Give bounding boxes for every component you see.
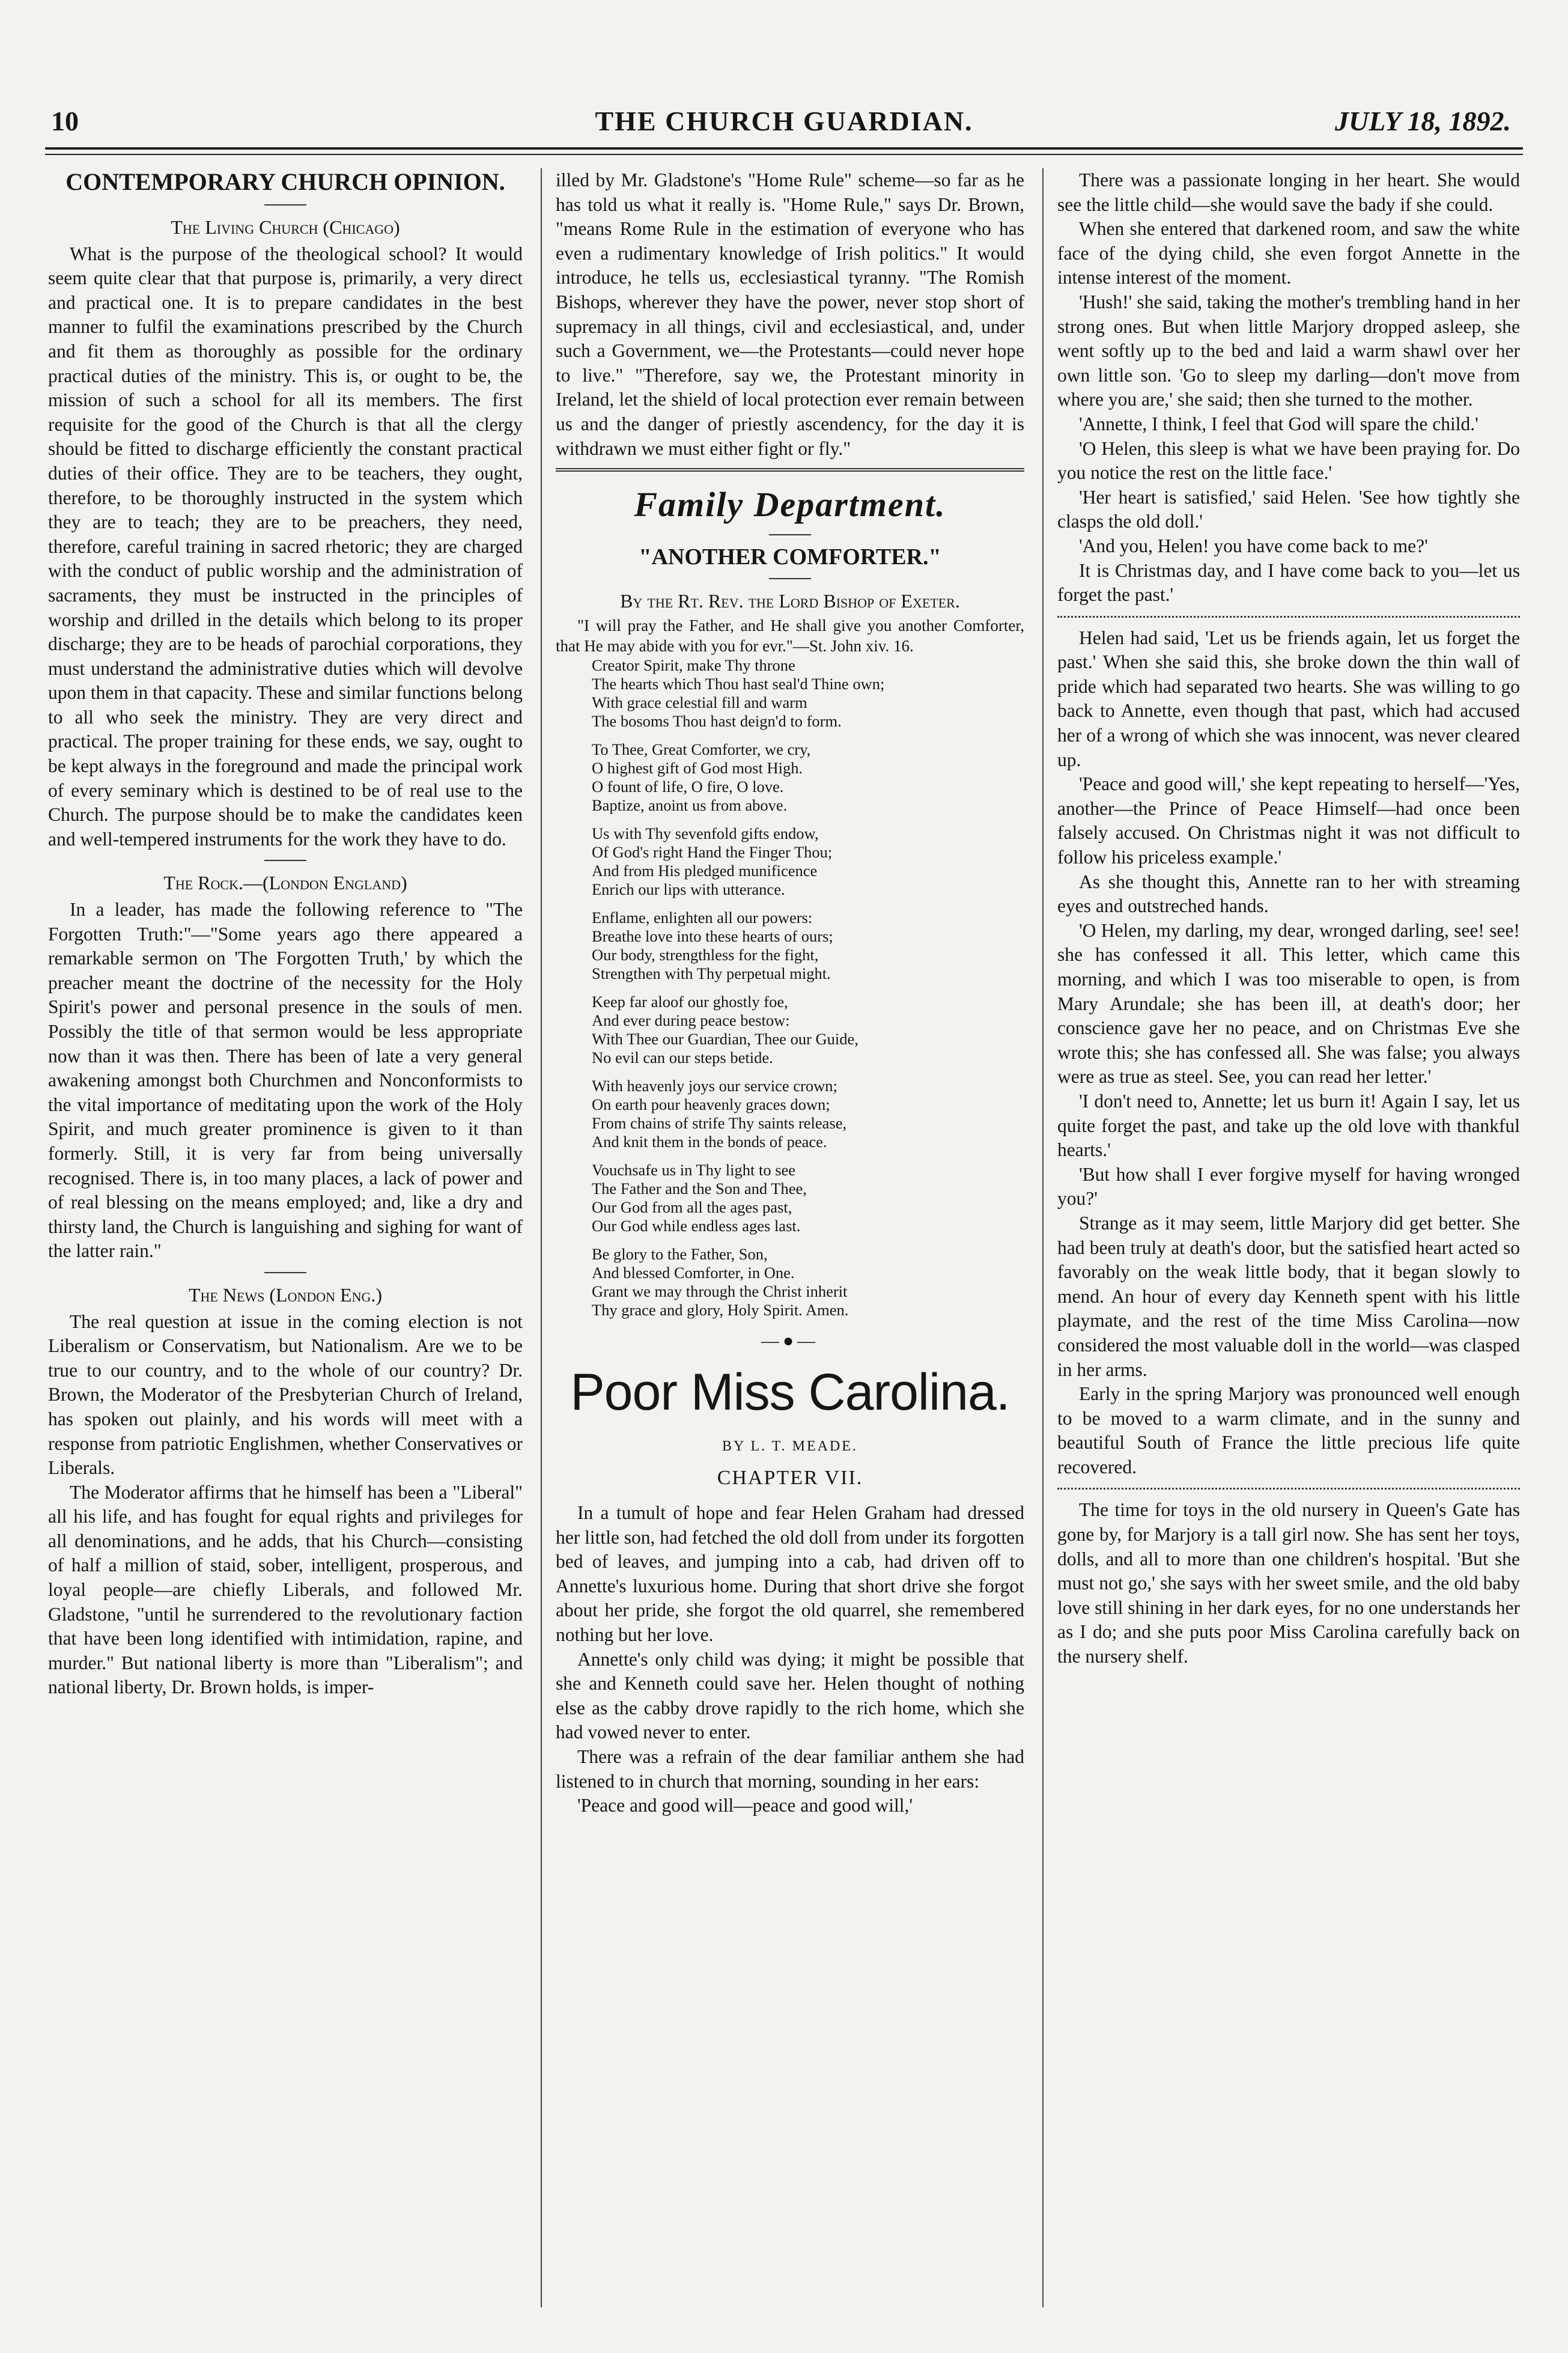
hymn-stanza <box>592 1245 1024 1320</box>
story-paragraph: It is Christmas day, and I have come back to you—let us forget the past.' <box>1057 559 1520 606</box>
newspaper-title: THE CHURCH GUARDIAN. <box>595 106 973 136</box>
hymn-line: And blessed Comforter, in One. <box>592 1264 795 1282</box>
story-paragraph: 'Annette, I think, I feel that God will spare the child.' <box>1079 413 1478 434</box>
hymn-line: With Thee our Guardian, Thee our Guide, <box>592 1030 858 1049</box>
article-paragraph: illed by Mr. Gladstone's "Home Rule" scheme—so far as he has told us what it really is. "Home Rule," says Dr. Brown, "means Rome Rule in the estimation of everyone who has even a rudimentary knowledge of Irish politics." It would introduce, he tells us, ecclesiastical tyranny. "The Romish Bishops, wherever they have the power, never stop short of supremacy in all things, civil and ecclesiastical, and, under such a Government, we—the Protestants—could never hope to live." "Therefore, say we, the Protestant minority in Ireland, let the shield of local protection ever remain between us and the danger of priestly ascendency, for the day it is withdrawn we must either fight or fly." <box>556 169 1024 459</box>
hymn-stanza <box>592 909 1024 983</box>
column-divider <box>541 168 542 2307</box>
chapter-heading: CHAPTER VII. <box>717 1466 863 1489</box>
hymn-line: Us with Thy sevenfold gifts endow, <box>592 824 819 843</box>
dotted-separator <box>1057 616 1520 618</box>
hymn-line: Be glory to the Father, Son, <box>592 1245 768 1264</box>
story-paragraph: 'Peace and good will,' she kept repeating to herself—'Yes, another—the Prince of Peace Himself—had once been falsely accused. On Christmas night it was not difficult to follow his priceless example.' <box>1057 773 1520 868</box>
hymn-stanza <box>592 1161 1024 1235</box>
story-title: Poor Miss Carolina. <box>570 1363 1010 1421</box>
hymn-line: The bosoms Thou hast deign'd to form. <box>592 712 842 731</box>
hymn-epigraph: "I will pray the Father, and He shall give you another Comforter, that He may abide with you for evr."—St. John xiv. 16. <box>556 616 1024 656</box>
issue-date: JULY 18, 1892. <box>1334 106 1511 136</box>
hymn-line: Thy grace and glory, Holy Spirit. Amen. <box>592 1301 849 1320</box>
hymn-line: Creator Spirit, make Thy throne <box>592 656 795 675</box>
hymn-line: And knit them in the bonds of peace. <box>592 1133 827 1151</box>
story-paragraph: There was a refrain of the dear familiar anthem she had listened to in church that morning, sounding in her ears: <box>556 1746 1024 1792</box>
dotted-separator <box>1057 1488 1520 1490</box>
divider <box>769 534 811 535</box>
hymn-stanza <box>592 740 1024 815</box>
hymn-line: O fount of life, O fire, O love. <box>592 778 784 796</box>
hymn-line: And ever during peace bestow: <box>592 1011 790 1030</box>
masthead-rule <box>45 147 1523 155</box>
article-paragraph: The real question at issue in the coming election is not Liberalism or Conservatism, but Nationalism. Are we to be true to our country, and to the whole of our country? Dr. Brown, the Moderator of the Presbyterian Church of Ireland, has spoken out plainly, and his words will meet with a response from patriotic Englishmen, whether Conservatives or Liberals. <box>48 1310 523 1479</box>
story-paragraph: The time for toys in the old nursery in Queen's Gate has gone by, for Marjory is a tall girl now. She has sent her toys, dolls, and all to more than one children's hospital. 'But she must not go,' she says with her sweet smile, and the old baby love still shining in her dark eyes, for no one understands her as I do; and she puts poor Miss Carolina carefully back on the nursery shelf. <box>1057 1499 1520 1667</box>
divider <box>264 204 306 205</box>
story-paragraph: Early in the spring Marjory was pronounced well enough to be moved to a warm climate, and in the sunny and beautiful South of France the little precious life quite recovered. <box>1057 1383 1520 1478</box>
hymn-stanza <box>592 1077 1024 1151</box>
story-byline: BY L. T. MEADE. <box>722 1438 858 1454</box>
story-paragraph: 'Her heart is satisfied,' said Helen. 'See how tightly she clasps the old doll.' <box>1057 486 1520 532</box>
ornament-divider: —●— <box>761 1331 819 1351</box>
family-department-banner: Family Department. <box>634 485 946 525</box>
hymn-line: The Father and the Son and Thee, <box>592 1180 807 1198</box>
source-label: The Rock.—(London England) <box>163 872 407 894</box>
story-paragraph: 'O Helen, my darling, my dear, wronged darling, see! see! she has confessed it all. This letter, which came this morning, and which I was too miserable to open, is from Mary Arundale; she has been ill, at death's door; her conscience gave her no peace, and on Christmas Eve she wrote this; she has confessed all. She was false; you always were as true as steel. See, you can read her letter.' <box>1057 919 1520 1088</box>
ornamental-rule <box>556 468 1024 472</box>
hymn-line: Breathe love into these hearts of ours; <box>592 927 833 946</box>
hymn-line: No evil can our steps betide. <box>592 1049 773 1067</box>
hymn-line: With grace celestial fill and warm <box>592 693 807 712</box>
hymn-line: Of God's right Hand the Finger Thou; <box>592 843 833 862</box>
story-paragraph: 'O Helen, this sleep is what we have been praying for. Do you notice the rest on the little face.' <box>1057 437 1520 484</box>
column-1 <box>48 168 523 2307</box>
article-paragraph: What is the purpose of the theological school? It would seem quite clear that that purpose is, primarily, a very direct and practical one. It is to prepare candidates in the best manner to fulfil the examinations prescribed by the Church and fit them as thoroughly as possible for the ordinary practical duties of the ministry. This is, or ought to be, the mission of such a school for all its members. The first requisite for the good of the Church is that all the clergy should be fitted to discharge efficiently the constant practical duties of their office. They are to be teachers, they ought, therefore, to be thoroughly instructed in the system which they are to teach; they are to be preachers, they need, therefore, careful training in sacred rhetoric; they are charged with the conduct of public worship and the administration of sacraments, they must be instructed in the principles of worship and drilled in the details which belong to its proper discharge; they are to be heads of parochial corporations, they must understand the administrative duties which will devolve upon them in that capacity. These and similar functions belong to all who seek the ministry. They are very direct and practical. The proper training for these ends, we say, ought to be kept always in the foreground and made the principal work of every seminary which is destined to be of real use to the Church. The purpose should be to make the candidates keen and well-tempered instruments for the work they have to do. <box>48 243 523 850</box>
column-3 <box>1057 168 1520 2307</box>
story-paragraph: 'I don't need to, Annette; let us burn it! Again I say, let us quite forget the past, and take up the old love with thankful hearts.' <box>1057 1090 1520 1161</box>
hymn-line: Keep far aloof our ghostly foe, <box>592 993 788 1011</box>
hymn-line: Baptize, anoint us from above. <box>592 796 788 815</box>
hymn-title: "ANOTHER COMFORTER." <box>639 544 941 570</box>
source-label: The News (London Eng.) <box>188 1283 383 1306</box>
story-paragraph: Helen had said, 'Let us be friends again, let us forget the past.' When she said this, she broke down the thin wall of pride which had separated two hearts. She was willing to go back to Annette, even though that past, which had accused her of a wrong of which she was innocent, was never cleared up. <box>1057 627 1520 770</box>
hymn-line: Strengthen with Thy perpetual might. <box>592 964 831 983</box>
section-heading: CONTEMPORARY CHURCH OPINION. <box>65 168 505 195</box>
column-divider <box>1042 168 1044 2307</box>
story-paragraph: Strange as it may seem, little Marjory did get better. She had been truly at death's door, but the satisfied heart acted so favorably on the weak little body, that it began slowly to mend. An hour of every day Kenneth spent with his little playmate, and the rest of the time Miss Carolina—now considered the most valuable doll in the world—was clasped in her arms. <box>1057 1212 1520 1380</box>
story-paragraph: There was a passionate longing in her heart. She would see the little child—she would save the bady if she could. <box>1057 169 1520 215</box>
hymn-line: To Thee, Great Comforter, we cry, <box>592 740 811 759</box>
divider <box>264 860 306 861</box>
hymn-line: Our God from all the ages past, <box>592 1198 792 1217</box>
source-label: The Living Church (Chicago) <box>171 216 400 238</box>
hymn-line: Vouchsafe us in Thy light to see <box>592 1161 796 1180</box>
story-paragraph: Annette's only child was dying; it might be possible that she and Kenneth could save her. Helen thought of nothing else as the cabby drove rapidly to the rich home, which she had vowed never to enter. <box>556 1648 1024 1743</box>
story-paragraph: 'But how shall I ever forgive myself for having wronged you?' <box>1057 1163 1520 1210</box>
column-2 <box>556 168 1024 2307</box>
article-paragraph: The Moderator affirms that he himself has been a "Liberal" all his life, and has fought for equal rights and privileges for all denominations, and he adds, that his Church—consisting of half a million of staid, sober, intelligent, prosperous, and loyal people—are chiefly Liberals, and followed Mr. Gladstone, "until he surrendered to the revolutionary faction that have been long identified with intimidation, rapine, and murder." But national liberty is more than "Liberalism"; and national liberty, Dr. Brown holds, is imper- <box>48 1481 523 1698</box>
hymn-line: Our body, strengthless for the fight, <box>592 946 819 964</box>
hymn-line: Our God while endless ages last. <box>592 1217 801 1235</box>
masthead <box>45 105 1523 147</box>
hymn-stanza <box>592 824 1024 899</box>
hymn-line: And from His pledged munificence <box>592 862 818 880</box>
hymn-stanzas <box>556 656 1024 1320</box>
article-paragraph: In a leader, has made the following reference to "The Forgotten Truth:"—"Some years ago there appeared a remarkable sermon on 'The Forgotten Truth,' by which the preacher meant the doctrine of the necessity for the Holy Spirit's power and personal presence in the souls of men. Possibly the title of that sermon would be less appropriate now than it was then. There has been of late a very general awakening amongst both Churchmen and Nonconformists to the vital importance of meditating upon the work of the Holy Spirit, and much greater prominence is given to it than formerly. Still, it is very far from being universally recognised. There is, in too many places, a lack of power and of real blessing on the means employed; and, like a dry and thirsty land, the Church is languishing and sighing for want of the latter rain." <box>48 899 523 1262</box>
hymn-line: With heavenly joys our service crown; <box>592 1077 837 1095</box>
hymn-line: The hearts which Thou hast seal'd Thine own; <box>592 675 885 693</box>
story-paragraph: 'Peace and good will—peace and good will,' <box>577 1795 913 1816</box>
story-paragraph: 'Hush!' she said, taking the mother's trembling hand in her strong ones. But when little Marjory dropped asleep, she went softly up to the bed and laid a warm shawl over her own little son. 'Go to sleep my darling—don't move from where you are,' she said; then she turned to the mother. <box>1057 291 1520 410</box>
page-number: 10 <box>51 106 79 136</box>
hymn-line: Grant we may through the Christ inherit <box>592 1282 848 1301</box>
hymn-byline: By the Rt. Rev. the Lord Bishop of Exeter. <box>620 589 960 612</box>
hymn-line: Enrich our lips with utterance. <box>592 880 785 899</box>
hymn-line: O highest gift of God most High. <box>592 759 803 778</box>
hymn-stanza <box>592 993 1024 1067</box>
hymn-line: On earth pour heavenly graces down; <box>592 1095 830 1114</box>
hymn-stanza <box>592 656 1024 731</box>
story-paragraph: In a tumult of hope and fear Helen Graham had dressed her little son, had fetched the old doll from under its forgotten bed of leaves, and jumping into a cab, had driven off to Annette's luxurious home. During that short drive she forgot about her pride, she forgot the old quarrel, she remembered nothing but her love. <box>556 1502 1024 1646</box>
story-paragraph: 'And you, Helen! you have come back to me?' <box>1079 535 1428 556</box>
story-paragraph: As she thought this, Annette ran to her with streaming eyes and outstreched hands. <box>1057 871 1520 917</box>
hymn-line: From chains of strife Thy saints release, <box>592 1114 847 1133</box>
hymn-line: Enflame, enlighten all our powers: <box>592 909 813 927</box>
story-paragraph: When she entered that darkened room, and saw the white face of the dying child, she even forgot Annette in the intense interest of the moment. <box>1057 218 1520 288</box>
divider <box>264 1272 306 1273</box>
divider <box>769 578 811 579</box>
